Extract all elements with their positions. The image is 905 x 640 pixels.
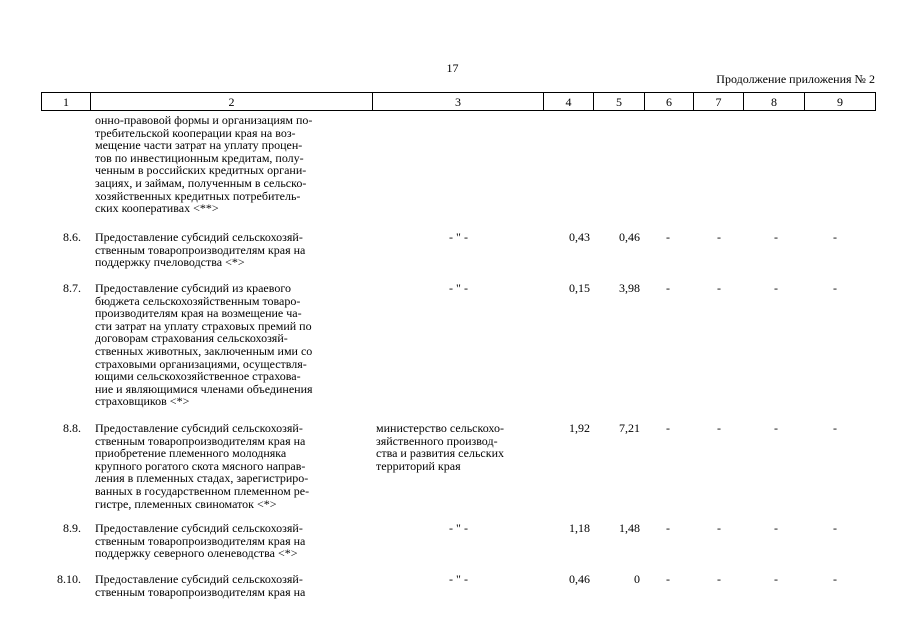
row-description: Предоставление субсидий сельскохозяй- ственным товаропроизводителям края на xyxy=(95,572,306,599)
row-value-col8: - xyxy=(774,421,778,435)
row-value-col8: - xyxy=(774,521,778,535)
header-col-2: 2 xyxy=(91,93,373,111)
row-executor: - " - xyxy=(449,230,468,244)
row-value-col4: 1,18 xyxy=(569,521,590,535)
row-value-col6: - xyxy=(666,421,670,435)
header-col-5: 5 xyxy=(594,93,645,111)
row-value-col4: 1,92 xyxy=(569,421,590,435)
row-description: Предоставление субсидий сельскохозяй- ственным товаропроизводителям края на поддержку пчеловодства <*> xyxy=(95,230,306,270)
row-value-col5: 1,48 xyxy=(619,521,640,535)
row-value-col5: 0 xyxy=(634,572,640,586)
row-description: Предоставление субсидий из краевого бюджета сельскохозяйственным товаро- производителям края на возмещение ча- сти затрат на уплату страховых премий по договорам страхования сельскохозяй- ственных животных, заключенным ими со страховыми организациями, осуществля- ющими сельскохозяйственное страхова- ние и являющимися членами объединения страховщиков <*> xyxy=(95,281,313,409)
row-value-col7: - xyxy=(717,281,721,295)
continuation-label: Продолжение приложения № 2 xyxy=(716,72,875,86)
row-value-col8: - xyxy=(774,230,778,244)
row-number: 8.8. xyxy=(63,421,81,435)
row-value-col7: - xyxy=(717,572,721,586)
row-value-col9: - xyxy=(833,572,837,586)
row-value-col6: - xyxy=(666,572,670,586)
row-number: 8.9. xyxy=(63,521,81,535)
row-value-col4: 0,15 xyxy=(569,281,590,295)
page-number: 17 xyxy=(446,61,459,75)
row-value-col6: - xyxy=(666,281,670,295)
header-col-1: 1 xyxy=(42,93,91,111)
row-value-col5: 3,98 xyxy=(619,281,640,295)
row-number: 8.6. xyxy=(63,230,81,244)
header-col-9: 9 xyxy=(805,93,876,111)
row-value-col8: - xyxy=(774,572,778,586)
row-value-col7: - xyxy=(717,421,721,435)
row-number: 8.7. xyxy=(63,281,81,295)
row-value-col7: - xyxy=(717,521,721,535)
row-value-col9: - xyxy=(833,421,837,435)
row-value-col8: - xyxy=(774,281,778,295)
row-number: 8.10. xyxy=(57,572,81,586)
row-value-col5: 7,21 xyxy=(619,421,640,435)
row-value-col9: - xyxy=(833,230,837,244)
row-executor: - " - xyxy=(449,521,468,535)
row-executor: - " - xyxy=(449,281,468,295)
row-description: Предоставление субсидий сельскохозяй- ственным товаропроизводителям края на приобретение племенного молодняка крупного рогатого скота мясного направ- ления в племенных стадах, зарегистриро- ванных в государственном племенном ре- гистре, племенных свиноматок <*> xyxy=(95,421,310,511)
row-value-col5: 0,46 xyxy=(619,230,640,244)
header-col-4: 4 xyxy=(544,93,594,111)
row-value-col9: - xyxy=(833,281,837,295)
row-value-col6: - xyxy=(666,521,670,535)
row-value-col7: - xyxy=(717,230,721,244)
header-col-3: 3 xyxy=(373,93,544,111)
header-col-7: 7 xyxy=(694,93,744,111)
row-executor: министерство сельскохо- зяйственного производ- ства и развития сельских территорий края xyxy=(376,421,505,473)
row-value-col4: 0,46 xyxy=(569,572,590,586)
header-col-6: 6 xyxy=(645,93,694,111)
row-value-col4: 0,43 xyxy=(569,230,590,244)
row-value-col9: - xyxy=(833,521,837,535)
row-value-col6: - xyxy=(666,230,670,244)
row-executor: - " - xyxy=(449,572,468,586)
header-col-8: 8 xyxy=(744,93,805,111)
row-description: Предоставление субсидий сельскохозяй- ственным товаропроизводителям края на поддержку северного оленеводства <*> xyxy=(95,521,306,561)
continued-description: онно-правовой формы и организациям по- требительской кооперации края на воз- мещение части затрат на уплату процен- тов по инвестиционным кредитам, полу- ченным в российских кредитных органи- зациях, и займам, полученным в сельско- хозяйственных кредитных потребитель- ских кооперативах <**> xyxy=(95,113,313,216)
